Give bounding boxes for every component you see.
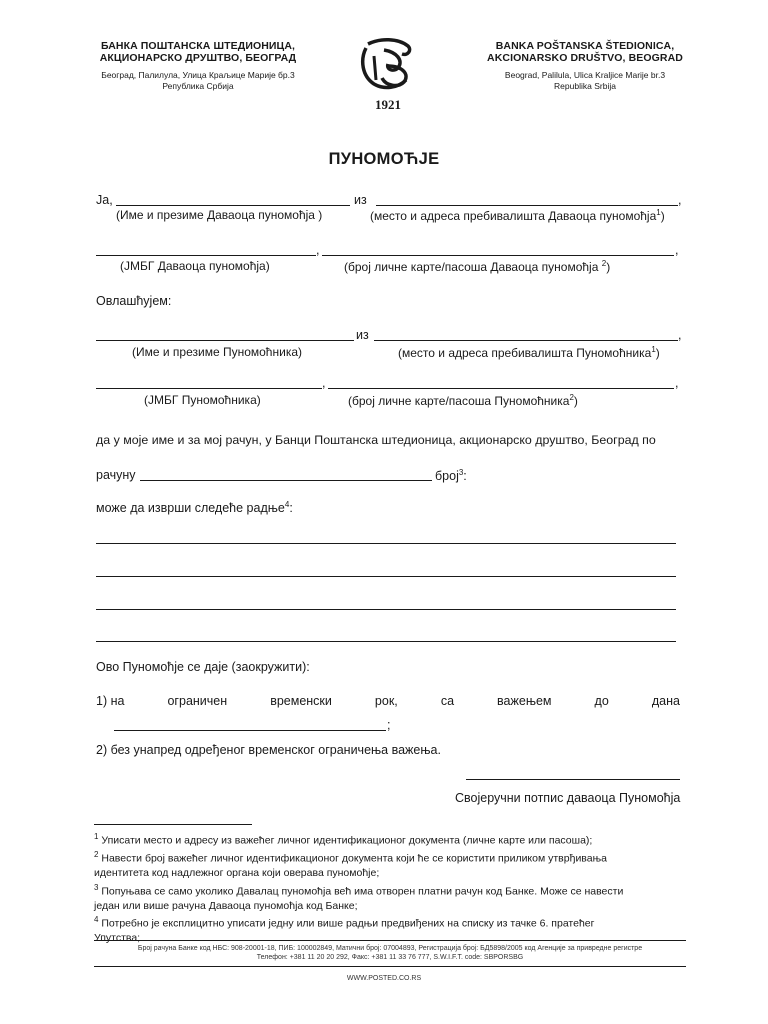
authorize-label: Овлашћујем: bbox=[96, 294, 172, 308]
actions-line-4[interactable] bbox=[96, 641, 676, 642]
account-number-field[interactable] bbox=[140, 480, 432, 481]
signature-field[interactable] bbox=[466, 779, 680, 780]
agent-jmbg-field[interactable] bbox=[96, 388, 322, 389]
footnote-4: $^4$ Потребно је експлицитно уписати једну или више радњи предвиђених на списку из тачке 6. пратећег bbox=[94, 915, 595, 930]
bank-name-cyrillic-2: АКЦИОНАРСКО ДРУШТВО, БЕОГРАД bbox=[99, 52, 297, 64]
giver-id-caption: (број личне карте/пасоша Даваоца пуномоћја bbox=[344, 260, 599, 274]
agent-id-caption: (број личне карте/пасоша Пуномоћника bbox=[348, 394, 570, 408]
option-2[interactable]: 2) без унапред одређеног временског ограничења важења. bbox=[96, 743, 441, 757]
agent-id-caption-wrap: (број личне карте/пасоша Пуномоћника$^2$) bbox=[348, 393, 578, 408]
comma: , bbox=[316, 243, 320, 257]
giver-address-caption: (место и адреса пребивалишта Даваоца пуномоћја bbox=[370, 209, 657, 223]
giver-id-field[interactable] bbox=[322, 255, 674, 256]
comma: , bbox=[675, 243, 679, 257]
comma: , bbox=[322, 376, 326, 390]
footer-line-2: Телефон: +381 11 20 20 292, Факс: +381 11 33 76 777, S.W.I.F.T. code: SBPORSBG bbox=[256, 954, 524, 961]
bank-logo bbox=[358, 36, 418, 112]
actions-line-1[interactable] bbox=[96, 543, 676, 544]
comma: , bbox=[678, 193, 682, 207]
giver-id-caption-wrap: (број личне карте/пасоша Даваоца пуномоћја $^2$) bbox=[344, 259, 611, 274]
agent-name-caption: (Име и презиме Пуномоћника) bbox=[132, 345, 302, 359]
actions-label: може да изврши следеће радње bbox=[96, 501, 285, 516]
giver-address-caption-wrap: (место и адреса пребивалишта Даваоца пуномоћја$^1$) bbox=[370, 208, 665, 223]
giver-name-caption: (Име и презиме Даваоца пуномоћја ) bbox=[116, 208, 323, 222]
document-title: ПУНОМОЋЈЕ bbox=[328, 150, 440, 168]
iz-label: из bbox=[354, 193, 367, 207]
iz-label: из bbox=[356, 328, 369, 342]
footer-info bbox=[94, 944, 686, 962]
bank-name-cyrillic-1: БАНКА ПОШТАНСКА ШТЕДИОНИЦА, bbox=[100, 40, 296, 52]
semicolon: ; bbox=[387, 718, 391, 732]
footer-divider-2 bbox=[94, 966, 686, 967]
sup-3: 3 bbox=[458, 468, 464, 477]
valid-until-date-field[interactable] bbox=[114, 730, 386, 731]
logo-year: 1921 bbox=[375, 97, 401, 112]
bank-monogram-icon bbox=[358, 36, 418, 94]
number-label: број bbox=[435, 469, 459, 484]
footnote-3: $^3$ Попуњава се само уколико Давалац пуномоћја већ има отворен платни рачун код Банке. Може се навести bbox=[94, 882, 624, 897]
bank-address-cyrillic-1: Београд, Палилула, Улица Краљице Марије бр.3 bbox=[101, 70, 295, 80]
footer-divider bbox=[94, 940, 686, 941]
number-label-wrap: број$^3$: bbox=[435, 468, 467, 484]
sup-1: 1 bbox=[656, 208, 661, 217]
giver-jmbg-caption: (ЈМБГ Даваоца пуномоћја) bbox=[120, 259, 270, 273]
statement-text: да у моје име и за мој рачун, у Банци Поштанска штедионица, акционарско друштво, Београд по bbox=[96, 433, 656, 447]
giver-address-field[interactable] bbox=[376, 205, 678, 206]
comma: , bbox=[678, 328, 682, 342]
option-1[interactable]: 1) на ограничен временски рок, са важењем до дана bbox=[96, 694, 680, 708]
sup-4: 4 bbox=[284, 500, 290, 509]
account-label: рачуну bbox=[96, 468, 136, 482]
bank-header-cyrillic bbox=[88, 40, 308, 92]
footer-website[interactable]: WWW.POSTED.CO.RS bbox=[346, 975, 422, 982]
footnote-divider bbox=[94, 824, 252, 825]
footnote-1: $^1$ Уписати место и адресу из важећег личног идентификационог документа (личне карте или пасоша); bbox=[94, 832, 593, 847]
bank-address-latin-1: Beograd, Palilula, Ulica Kraljice Marije br.3 bbox=[504, 70, 666, 80]
footnote-2: $^2$ Навести број важећег личног идентификационог документа који ће се користити приликом утврђивања bbox=[94, 850, 607, 865]
given-label: Ово Пуномоћје се даје (заокружити): bbox=[96, 660, 310, 674]
agent-name-field[interactable] bbox=[96, 340, 354, 341]
agent-address-caption-wrap: (место и адреса пребивалишта Пуномоћника$^1$) bbox=[398, 345, 660, 360]
actions-line-3[interactable] bbox=[96, 609, 676, 610]
signature-caption: Својеручни потпис даваоца Пуномоћја bbox=[455, 791, 681, 805]
giver-jmbg-field[interactable] bbox=[96, 255, 316, 256]
agent-jmbg-caption: (ЈМБГ Пуномоћника) bbox=[144, 393, 261, 407]
agent-address-caption: (место и адреса пребивалишта Пуномоћника bbox=[398, 346, 652, 360]
bank-name-latin-2: AKCIONARSKO DRUŠTVO, BEOGRAD bbox=[487, 52, 683, 64]
agent-address-field[interactable] bbox=[374, 340, 678, 341]
footer-line-1: Број рачуна Банке код НБС: 908-20001-18, ПИБ: 100002849, Матични број: 07004893, Регистрација број: БД5898/2005 код Агенције за привредне регистре bbox=[137, 945, 643, 952]
giver-name-field[interactable] bbox=[116, 205, 350, 206]
footnotes: $^1$ Уписати место и адресу из важећег личног идентификационог документа (личне карте или пасоша); $^2$ Навести број важећег личног идентификационог документа који ће се користити приликом утврђивања идентитета код надлежног органа који оверава пуномоћје; $^3$ Попуњава се само уколико Давалац пуномоћја већ има отворен платни рачун код Банке. Може се навести један или више рачуна Даваоца пуномоћја код Банке; $^4$ Потребно је експлицитно уписати једну или више радњи предвиђених на списку из тачке 6. пратећег Упутства; bbox=[94, 830, 686, 946]
bank-address-cyrillic-2: Република Србија bbox=[162, 81, 234, 91]
actions-line-2[interactable] bbox=[96, 576, 676, 577]
agent-id-field[interactable] bbox=[328, 388, 674, 389]
comma: , bbox=[675, 376, 679, 390]
bank-header-latin bbox=[474, 40, 696, 92]
actions-label-wrap: може да изврши следеће радње$^4$: bbox=[96, 500, 293, 516]
sup-2: 2 bbox=[601, 259, 607, 268]
bank-name-latin-1: BANKA POŠTANSKA ŠTEDIONICA, bbox=[495, 40, 675, 52]
bank-address-latin-2: Republika Srbija bbox=[554, 81, 616, 91]
ja-label: Ja, bbox=[96, 193, 113, 207]
